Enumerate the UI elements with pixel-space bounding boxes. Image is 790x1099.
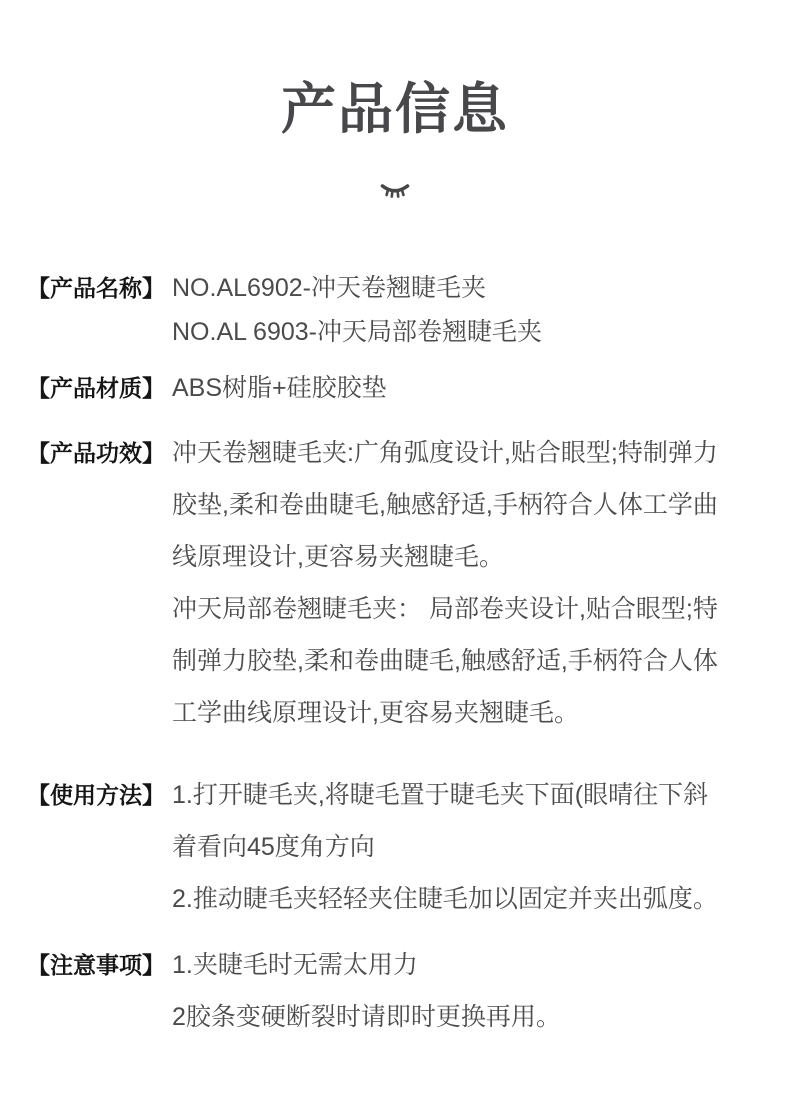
section-label: 【产品功效】	[27, 440, 165, 466]
text-line: 制弹力胶垫,柔和卷曲睫毛,触感舒适,手柄符合人体	[172, 647, 718, 675]
text-line: 1.夹睫毛时无需太用力	[172, 951, 418, 979]
section-label: 【注意事项】	[27, 952, 165, 978]
text-line: NO.AL 6903-冲天局部卷翘睫毛夹	[172, 318, 542, 346]
text-line: 2.推动睫毛夹轻轻夹住睫毛加以固定并夹出弧度。	[172, 885, 718, 913]
section-content	[172, 769, 718, 925]
section-usage	[27, 769, 790, 925]
text-line: 着看向45度角方向	[172, 833, 375, 861]
section-content	[172, 427, 718, 739]
section-content	[172, 266, 542, 354]
section-notes	[27, 939, 790, 1043]
text-line: 线原理设计,更容易夹翘睫毛。	[172, 543, 504, 571]
text-line: 冲天卷翘睫毛夹:广角弧度设计,贴合眼型;特制弹力	[172, 439, 718, 467]
text-line: 胶垫,柔和卷曲睫毛,触感舒适,手柄符合人体工学曲	[172, 491, 718, 519]
section-label: 【产品名称】	[27, 275, 165, 301]
icon-row	[0, 182, 790, 200]
page-title: 产品信息	[280, 78, 509, 140]
sections	[0, 266, 790, 1043]
section-product-material	[27, 366, 790, 410]
text-line: 2胶条变硬断裂时请即时更换再用。	[172, 1003, 561, 1031]
section-content	[172, 366, 387, 410]
text-line: 冲天局部卷翘睫毛夹： 局部卷夹设计,贴合眼型;特	[172, 595, 718, 623]
section-label: 【产品材质】	[27, 375, 165, 401]
text-line: NO.AL6902-冲天卷翘睫毛夹	[172, 274, 486, 302]
eyelash-icon	[380, 182, 410, 200]
text-line: 1.打开睫毛夹,将睫毛置于睫毛夹下面(眼晴往下斜	[172, 781, 709, 809]
text-line: ABS树脂+硅胶胶垫	[172, 374, 387, 402]
section-product-name	[27, 266, 790, 354]
section-product-effect	[27, 427, 790, 739]
text-line: 工学曲线原理设计,更容易夹翘睫毛。	[172, 699, 579, 727]
section-content	[172, 939, 561, 1043]
section-label: 【使用方法】	[27, 782, 165, 808]
